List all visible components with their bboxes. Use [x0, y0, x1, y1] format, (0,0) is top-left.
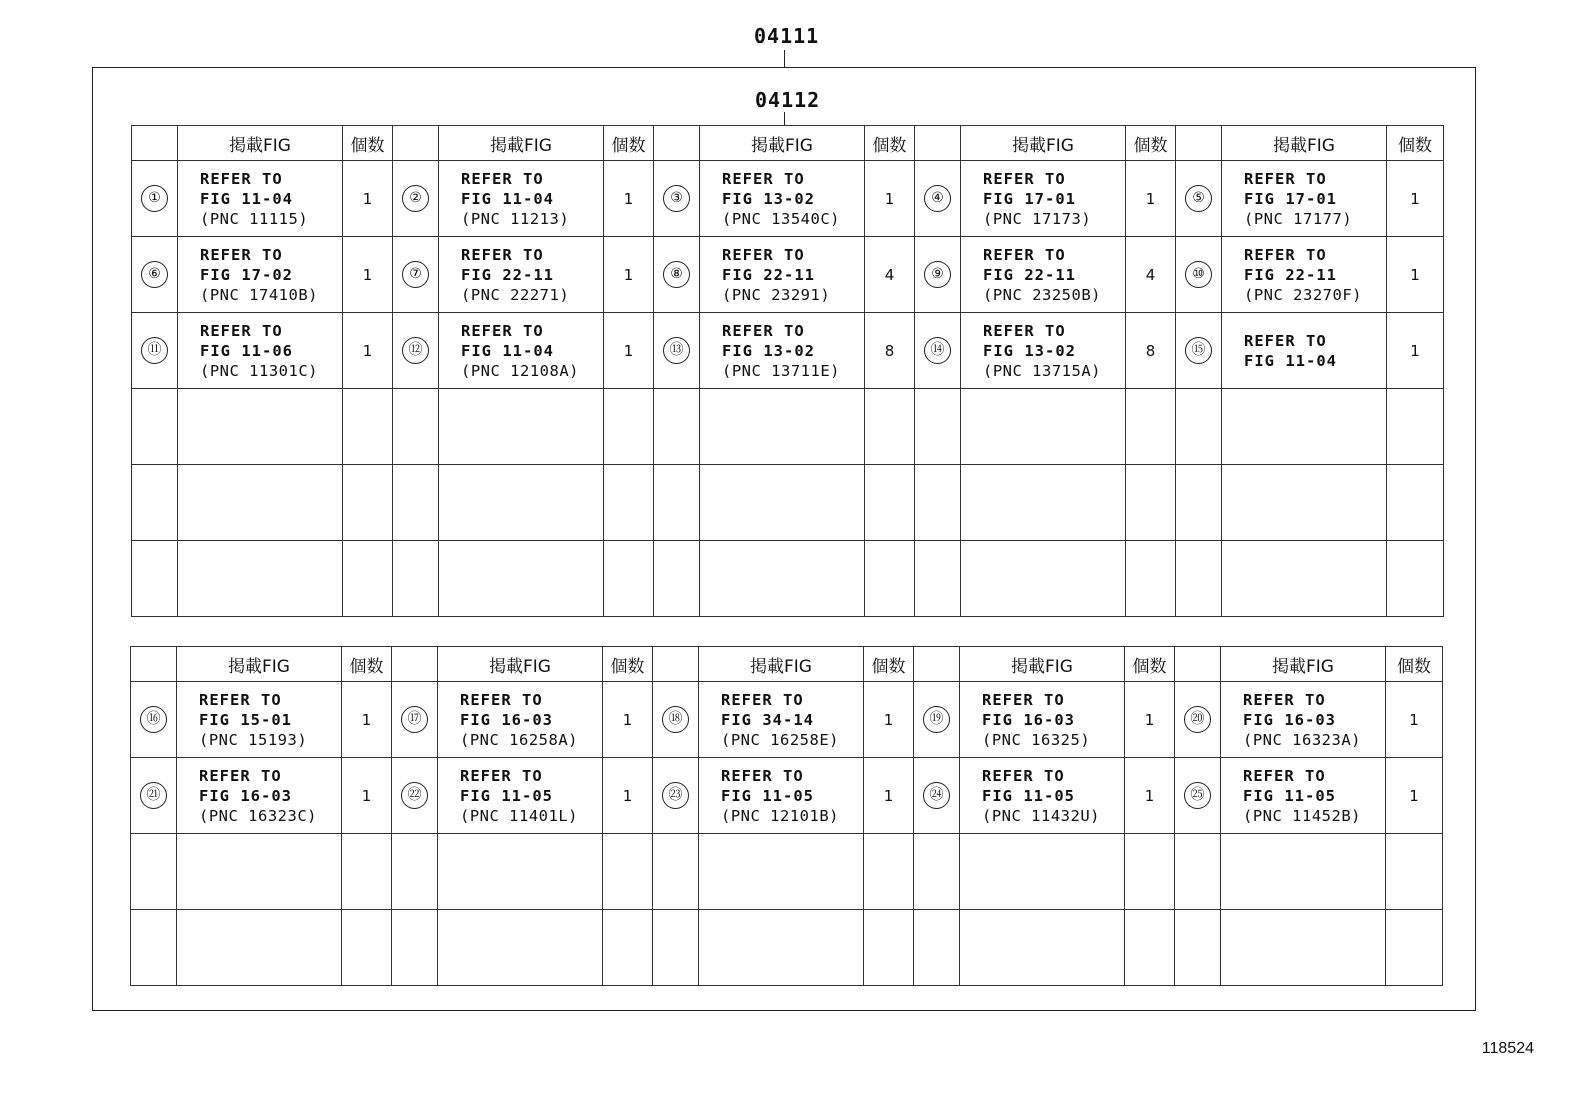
empty-cell — [392, 910, 438, 986]
table-row — [131, 758, 1443, 834]
figure-reference — [178, 161, 343, 237]
header-fig: 掲載FIG — [439, 126, 604, 161]
empty-cell — [392, 834, 438, 910]
refer-to-text: REFER TO — [721, 766, 804, 785]
empty-cell — [700, 465, 865, 541]
item-number: ⑨ — [924, 261, 951, 288]
item-number-cell — [1175, 758, 1221, 834]
item-number-cell — [392, 758, 438, 834]
empty-cell — [438, 834, 603, 910]
refer-to-text: REFER TO — [200, 321, 283, 340]
empty-cell — [960, 910, 1125, 986]
figure-reference — [961, 313, 1126, 389]
item-number: ⑧ — [663, 261, 690, 288]
refer-to-text: REFER TO — [460, 766, 543, 785]
header-qty: 個数 — [343, 126, 393, 161]
empty-cell — [653, 910, 699, 986]
empty-cell — [961, 465, 1126, 541]
header-qty: 個数 — [864, 647, 914, 682]
item-number-cell — [132, 237, 178, 313]
figure-reference — [699, 758, 864, 834]
figure-reference — [961, 161, 1126, 237]
item-number: ② — [402, 185, 429, 212]
pnc-number: (PNC 22271) — [461, 285, 570, 304]
fig-number: FIG 11-04 — [1244, 351, 1337, 370]
refer-to-text: REFER TO — [461, 321, 544, 340]
quantity: 4 — [1126, 237, 1176, 313]
figure-reference — [438, 682, 603, 758]
empty-cell — [132, 465, 178, 541]
item-number-cell — [914, 758, 960, 834]
leader-line-04112 — [784, 112, 785, 126]
item-number-cell — [1176, 237, 1222, 313]
header-index-cell — [1175, 647, 1221, 682]
quantity: 1 — [1387, 161, 1444, 237]
parts-reference-table-2 — [130, 646, 1443, 986]
pnc-number: (PNC 11213) — [461, 209, 570, 228]
empty-cell — [604, 465, 654, 541]
fig-number: FIG 22-11 — [461, 265, 554, 284]
empty-cell — [393, 389, 439, 465]
item-number-cell — [131, 682, 177, 758]
empty-cell — [700, 541, 865, 617]
empty-cell — [865, 389, 915, 465]
item-number: ⑭ — [924, 337, 951, 364]
refer-to-text: REFER TO — [722, 321, 805, 340]
empty-row — [132, 465, 1444, 541]
header-index-cell — [915, 126, 961, 161]
item-number-cell — [132, 313, 178, 389]
empty-cell — [914, 910, 960, 986]
refer-to-text: REFER TO — [200, 169, 283, 188]
item-number-cell — [914, 682, 960, 758]
empty-cell — [914, 834, 960, 910]
item-number: ① — [141, 185, 168, 212]
quantity: 1 — [1125, 758, 1175, 834]
pnc-number: (PNC 11401L) — [460, 806, 578, 825]
refer-to-text: REFER TO — [1243, 766, 1326, 785]
table-row — [132, 237, 1444, 313]
quantity: 1 — [1386, 758, 1443, 834]
item-number-cell — [653, 682, 699, 758]
pnc-number: (PNC 16258E) — [721, 730, 839, 749]
quantity: 4 — [865, 237, 915, 313]
refer-to-text: REFER TO — [1243, 690, 1326, 709]
figure-reference — [177, 758, 342, 834]
quantity: 1 — [603, 758, 653, 834]
empty-cell — [915, 389, 961, 465]
item-number-cell — [393, 161, 439, 237]
header-qty: 個数 — [604, 126, 654, 161]
empty-cell — [1126, 541, 1176, 617]
header-index-cell — [654, 126, 700, 161]
header-qty: 個数 — [603, 647, 653, 682]
header-fig: 掲載FIG — [699, 647, 864, 682]
item-number: ⑳ — [1184, 706, 1211, 733]
item-number-cell — [392, 682, 438, 758]
empty-cell — [1176, 465, 1222, 541]
empty-cell — [393, 465, 439, 541]
quantity: 1 — [604, 161, 654, 237]
item-number: ③ — [663, 185, 690, 212]
quantity: 1 — [343, 161, 393, 237]
header-qty: 個数 — [1126, 126, 1176, 161]
refer-to-text: REFER TO — [461, 245, 544, 264]
item-number: ⑦ — [402, 261, 429, 288]
empty-cell — [865, 465, 915, 541]
empty-row — [132, 389, 1444, 465]
empty-cell — [654, 465, 700, 541]
fig-number: FIG 11-04 — [461, 341, 554, 360]
fig-number: FIG 11-05 — [982, 786, 1075, 805]
empty-cell — [1222, 465, 1387, 541]
item-number-cell — [915, 313, 961, 389]
fig-number: FIG 22-11 — [983, 265, 1076, 284]
empty-cell — [961, 389, 1126, 465]
pnc-number: (PNC 23291) — [722, 285, 831, 304]
figure-reference — [177, 682, 342, 758]
quantity: 1 — [1386, 682, 1443, 758]
fig-number: FIG 22-11 — [722, 265, 815, 284]
figure-reference — [700, 313, 865, 389]
header-fig: 掲載FIG — [960, 647, 1125, 682]
header-fig: 掲載FIG — [700, 126, 865, 161]
empty-cell — [439, 541, 604, 617]
empty-cell — [177, 834, 342, 910]
empty-cell — [654, 389, 700, 465]
empty-cell — [1125, 834, 1175, 910]
refer-to-text: REFER TO — [982, 690, 1065, 709]
empty-cell — [1387, 389, 1444, 465]
empty-cell — [604, 541, 654, 617]
pnc-number: (PNC 11301C) — [200, 361, 318, 380]
figure-reference — [178, 237, 343, 313]
parts-reference-table-1 — [131, 125, 1444, 617]
header-fig: 掲載FIG — [1222, 126, 1387, 161]
empty-cell — [178, 541, 343, 617]
fig-number: FIG 34-14 — [721, 710, 814, 729]
empty-cell — [438, 910, 603, 986]
item-number-cell — [132, 161, 178, 237]
quantity: 1 — [604, 237, 654, 313]
fig-number: FIG 15-01 — [199, 710, 292, 729]
illustration-number: 118524 — [1481, 1040, 1534, 1057]
empty-cell — [177, 910, 342, 986]
empty-cell — [915, 541, 961, 617]
pnc-number: (PNC 15193) — [199, 730, 308, 749]
quantity: 1 — [864, 758, 914, 834]
pnc-number: (PNC 11452B) — [1243, 806, 1361, 825]
refer-to-text: REFER TO — [460, 690, 543, 709]
empty-cell — [131, 910, 177, 986]
empty-cell — [132, 389, 178, 465]
item-number-cell — [654, 161, 700, 237]
fig-number: FIG 16-03 — [199, 786, 292, 805]
pnc-number: (PNC 23250B) — [983, 285, 1101, 304]
quantity: 1 — [1387, 237, 1444, 313]
header-fig: 掲載FIG — [177, 647, 342, 682]
quantity: 1 — [865, 161, 915, 237]
fig-number: FIG 16-03 — [1243, 710, 1336, 729]
quantity: 1 — [603, 682, 653, 758]
empty-cell — [915, 465, 961, 541]
empty-row — [131, 834, 1443, 910]
empty-cell — [1221, 834, 1386, 910]
empty-cell — [393, 541, 439, 617]
quantity: 8 — [865, 313, 915, 389]
empty-cell — [439, 465, 604, 541]
empty-cell — [1221, 910, 1386, 986]
pnc-number: (PNC 13540C) — [722, 209, 840, 228]
quantity: 1 — [604, 313, 654, 389]
figure-reference — [1222, 237, 1387, 313]
empty-cell — [343, 465, 393, 541]
empty-cell — [1126, 389, 1176, 465]
item-number-cell — [915, 161, 961, 237]
item-number-cell — [393, 237, 439, 313]
item-number: ⑩ — [1185, 261, 1212, 288]
figure-reference — [960, 682, 1125, 758]
empty-cell — [132, 541, 178, 617]
refer-to-text: REFER TO — [722, 169, 805, 188]
pnc-number: (PNC 17410B) — [200, 285, 318, 304]
item-number-cell — [915, 237, 961, 313]
refer-to-text: REFER TO — [721, 690, 804, 709]
pnc-number: (PNC 17177) — [1244, 209, 1353, 228]
pnc-number: (PNC 11115) — [200, 209, 309, 228]
item-number-cell — [1176, 313, 1222, 389]
table-row — [131, 682, 1443, 758]
item-number: ⑫ — [402, 337, 429, 364]
quantity: 1 — [342, 758, 392, 834]
pnc-number: (PNC 16323A) — [1243, 730, 1361, 749]
refer-to-text: REFER TO — [200, 245, 283, 264]
pnc-number: (PNC 13711E) — [722, 361, 840, 380]
header-index-cell — [392, 647, 438, 682]
figure-reference — [1221, 682, 1386, 758]
header-fig: 掲載FIG — [1221, 647, 1386, 682]
header-index-cell — [131, 647, 177, 682]
refer-to-text: REFER TO — [983, 321, 1066, 340]
fig-number: FIG 11-06 — [200, 341, 293, 360]
fig-number: FIG 17-02 — [200, 265, 293, 284]
figure-reference — [700, 161, 865, 237]
figure-reference — [439, 237, 604, 313]
header-index-cell — [653, 647, 699, 682]
empty-cell — [653, 834, 699, 910]
pnc-number: (PNC 17173) — [983, 209, 1092, 228]
pnc-number: (PNC 11432U) — [982, 806, 1100, 825]
empty-cell — [1175, 910, 1221, 986]
item-number: ⑪ — [141, 337, 168, 364]
header-row — [132, 126, 1444, 161]
header-qty: 個数 — [865, 126, 915, 161]
header-index-cell — [1176, 126, 1222, 161]
fig-number: FIG 13-02 — [983, 341, 1076, 360]
empty-cell — [961, 541, 1126, 617]
empty-cell — [1125, 910, 1175, 986]
item-number: ⑱ — [662, 706, 689, 733]
item-number: ㉑ — [140, 782, 167, 809]
empty-cell — [1175, 834, 1221, 910]
empty-cell — [131, 834, 177, 910]
refer-to-text: REFER TO — [982, 766, 1065, 785]
item-number: ⑰ — [401, 706, 428, 733]
fig-number: FIG 22-11 — [1244, 265, 1337, 284]
quantity: 8 — [1126, 313, 1176, 389]
header-qty: 個数 — [1386, 647, 1443, 682]
header-fig: 掲載FIG — [438, 647, 603, 682]
header-qty: 個数 — [342, 647, 392, 682]
header-row — [131, 647, 1443, 682]
item-number: ㉒ — [401, 782, 428, 809]
empty-cell — [603, 834, 653, 910]
refer-to-text: REFER TO — [1244, 169, 1327, 188]
item-number: ⑮ — [1185, 337, 1212, 364]
empty-cell — [603, 910, 653, 986]
empty-cell — [699, 910, 864, 986]
empty-cell — [1126, 465, 1176, 541]
pnc-number: (PNC 23270F) — [1244, 285, 1362, 304]
figure-reference — [438, 758, 603, 834]
fig-number: FIG 17-01 — [1244, 189, 1337, 208]
fig-number: FIG 11-05 — [460, 786, 553, 805]
fig-number: FIG 17-01 — [983, 189, 1076, 208]
empty-cell — [1176, 389, 1222, 465]
item-number: ⑯ — [140, 706, 167, 733]
fig-number: FIG 11-05 — [1243, 786, 1336, 805]
refer-to-text: REFER TO — [199, 766, 282, 785]
pnc-number: (PNC 12108A) — [461, 361, 579, 380]
header-index-cell — [393, 126, 439, 161]
refer-to-text: REFER TO — [1244, 245, 1327, 264]
item-number: ㉓ — [662, 782, 689, 809]
leader-line-04111 — [784, 50, 785, 67]
table-row — [132, 161, 1444, 237]
header-qty: 個数 — [1125, 647, 1175, 682]
pnc-number: (PNC 16258A) — [460, 730, 578, 749]
pnc-number: (PNC 12101B) — [721, 806, 839, 825]
empty-cell — [864, 834, 914, 910]
empty-cell — [1222, 389, 1387, 465]
empty-cell — [960, 834, 1125, 910]
item-number: ㉔ — [923, 782, 950, 809]
empty-cell — [699, 834, 864, 910]
item-number-cell — [654, 313, 700, 389]
quantity: 1 — [342, 682, 392, 758]
assembly-label-04111: 04111 — [754, 24, 820, 48]
figure-reference — [960, 758, 1125, 834]
refer-to-text: REFER TO — [722, 245, 805, 264]
item-number: ⑲ — [923, 706, 950, 733]
empty-row — [131, 910, 1443, 986]
fig-number: FIG 16-03 — [460, 710, 553, 729]
empty-cell — [865, 541, 915, 617]
header-fig: 掲載FIG — [178, 126, 343, 161]
pnc-number: (PNC 13715A) — [983, 361, 1101, 380]
figure-reference — [1222, 313, 1387, 389]
empty-cell — [1386, 834, 1443, 910]
refer-to-text: REFER TO — [461, 169, 544, 188]
assembly-label-04112: 04112 — [755, 88, 821, 112]
quantity: 1 — [1125, 682, 1175, 758]
header-qty: 個数 — [1387, 126, 1444, 161]
item-number-cell — [131, 758, 177, 834]
empty-cell — [1386, 910, 1443, 986]
table-row — [132, 313, 1444, 389]
refer-to-text: REFER TO — [983, 169, 1066, 188]
item-number-cell — [654, 237, 700, 313]
figure-reference — [700, 237, 865, 313]
empty-cell — [343, 541, 393, 617]
pnc-number: (PNC 16325) — [982, 730, 1091, 749]
empty-cell — [1387, 541, 1444, 617]
item-number-cell — [1175, 682, 1221, 758]
item-number-cell — [1176, 161, 1222, 237]
figure-reference — [1221, 758, 1386, 834]
pnc-number: (PNC 16323C) — [199, 806, 317, 825]
quantity: 1 — [1387, 313, 1444, 389]
item-number: ⑤ — [1185, 185, 1212, 212]
figure-reference — [961, 237, 1126, 313]
header-fig: 掲載FIG — [961, 126, 1126, 161]
empty-cell — [343, 389, 393, 465]
empty-cell — [1387, 465, 1444, 541]
empty-cell — [1176, 541, 1222, 617]
figure-reference — [439, 161, 604, 237]
header-index-cell — [132, 126, 178, 161]
fig-number: FIG 11-04 — [200, 189, 293, 208]
quantity: 1 — [343, 237, 393, 313]
empty-cell — [700, 389, 865, 465]
figure-reference — [1222, 161, 1387, 237]
empty-cell — [342, 834, 392, 910]
refer-to-text: REFER TO — [1244, 331, 1327, 350]
quantity: 1 — [343, 313, 393, 389]
figure-reference — [439, 313, 604, 389]
refer-to-text: REFER TO — [199, 690, 282, 709]
item-number-cell — [393, 313, 439, 389]
empty-cell — [178, 465, 343, 541]
item-number: ⑥ — [141, 261, 168, 288]
quantity: 1 — [864, 682, 914, 758]
figure-reference — [699, 682, 864, 758]
empty-cell — [864, 910, 914, 986]
fig-number: FIG 16-03 — [982, 710, 1075, 729]
fig-number: FIG 13-02 — [722, 341, 815, 360]
item-number: ④ — [924, 185, 951, 212]
empty-cell — [604, 389, 654, 465]
empty-cell — [342, 910, 392, 986]
empty-cell — [439, 389, 604, 465]
empty-cell — [1222, 541, 1387, 617]
header-index-cell — [914, 647, 960, 682]
fig-number: FIG 11-04 — [461, 189, 554, 208]
empty-cell — [654, 541, 700, 617]
item-number: ⑬ — [663, 337, 690, 364]
fig-number: FIG 13-02 — [722, 189, 815, 208]
quantity: 1 — [1126, 161, 1176, 237]
empty-cell — [178, 389, 343, 465]
figure-reference — [178, 313, 343, 389]
fig-number: FIG 11-05 — [721, 786, 814, 805]
refer-to-text: REFER TO — [983, 245, 1066, 264]
empty-row — [132, 541, 1444, 617]
item-number: ㉕ — [1184, 782, 1211, 809]
item-number-cell — [653, 758, 699, 834]
